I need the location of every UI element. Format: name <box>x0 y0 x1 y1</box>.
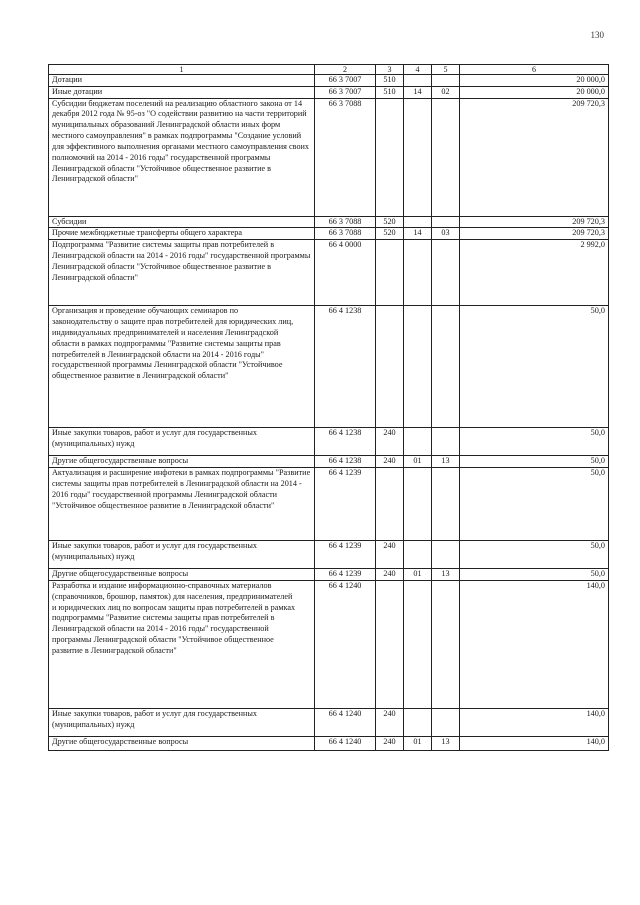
expense-type <box>376 98 404 216</box>
target-code: 66 4 1240 <box>315 580 376 708</box>
subsection-code <box>432 240 460 306</box>
table-row <box>49 468 609 541</box>
table-row <box>49 428 609 456</box>
section-code: 14 <box>404 228 432 240</box>
expense-type: 240 <box>376 569 404 581</box>
target-code: 66 4 1238 <box>315 456 376 468</box>
row-name: Организация и проведение обучающих семинаров по законодательству о защите прав потребителей для юридических лиц, индивидуальных предпринимателей и населения Ленинградской области в рамках подпрограммы "Развитие системы защиты прав потребителей в Ленинградской области на 2014 - 2016 годы" государственной программы Ленинградской области "Устойчивое общественное развитие в Ленинградской области" <box>49 306 315 428</box>
row-name: Субсидии бюджетам поселений на реализацию областного закона от 14 декабря 2012 года № 95-оз "О содействии развитию на части территорий муниципальных образований Ленинградской области иных форм местного самоуправления" в рамках подпрограммы "Создание условий для эффективного выполнения органами местного самоуправления своих полномочий на 2014 - 2016 годы" государственной программы Ленинградской области "Устойчивое общественное развитие в Ленинградской области" <box>49 98 315 216</box>
subsection-code: 03 <box>432 228 460 240</box>
row-name: Дотации <box>49 75 315 87</box>
expense-type: 510 <box>376 75 404 87</box>
target-code: 66 4 1240 <box>315 736 376 750</box>
row-name: Другие общегосударственные вопросы <box>49 569 315 581</box>
amount: 140,0 <box>460 580 609 708</box>
amount: 140,0 <box>460 736 609 750</box>
expense-type: 240 <box>376 456 404 468</box>
section-code <box>404 216 432 228</box>
section-code <box>404 708 432 736</box>
target-code: 66 4 1238 <box>315 306 376 428</box>
row-name: Иные закупки товаров, работ и услуг для государственных (муниципальных) нужд <box>49 708 315 736</box>
section-code: 14 <box>404 86 432 98</box>
expense-type: 240 <box>376 736 404 750</box>
expense-type: 240 <box>376 541 404 569</box>
section-code <box>404 98 432 216</box>
target-code: 66 4 1239 <box>315 541 376 569</box>
subsection-code: 02 <box>432 86 460 98</box>
target-code: 66 4 1238 <box>315 428 376 456</box>
amount: 209 720,3 <box>460 228 609 240</box>
amount: 209 720,3 <box>460 98 609 216</box>
row-name: Иные закупки товаров, работ и услуг для государственных (муниципальных) нужд <box>49 541 315 569</box>
column-header: 5 <box>432 65 460 75</box>
subsection-code <box>432 468 460 541</box>
table-row <box>49 216 609 228</box>
amount: 2 992,0 <box>460 240 609 306</box>
target-code: 66 4 1239 <box>315 569 376 581</box>
expense-type: 520 <box>376 228 404 240</box>
section-code <box>404 541 432 569</box>
subsection-code <box>432 306 460 428</box>
amount: 50,0 <box>460 468 609 541</box>
row-name: Субсидии <box>49 216 315 228</box>
table-row <box>49 541 609 569</box>
amount: 50,0 <box>460 306 609 428</box>
row-name: Иные дотации <box>49 86 315 98</box>
subsection-code <box>432 216 460 228</box>
table-row <box>49 98 609 216</box>
row-name: Другие общегосударственные вопросы <box>49 736 315 750</box>
section-code: 01 <box>404 736 432 750</box>
section-code: 01 <box>404 456 432 468</box>
section-code: 01 <box>404 569 432 581</box>
section-code <box>404 240 432 306</box>
subsection-code: 13 <box>432 736 460 750</box>
section-code <box>404 75 432 87</box>
row-name: Актуализация и расширение инфотеки в рамках подпрограммы "Развитие системы защиты прав потребителей в Ленинградской области на 2014 - 2016 годы" государственной программы Ленинградской области "Устойчивое общественное развитие в Ленинградской области" <box>49 468 315 541</box>
expense-type <box>376 306 404 428</box>
target-code: 66 4 0000 <box>315 240 376 306</box>
row-name: Иные закупки товаров, работ и услуг для государственных (муниципальных) нужд <box>49 428 315 456</box>
table-row <box>49 569 609 581</box>
section-code <box>404 428 432 456</box>
amount: 50,0 <box>460 541 609 569</box>
target-code: 66 4 1240 <box>315 708 376 736</box>
column-header: 1 <box>49 65 315 75</box>
table-row <box>49 240 609 306</box>
table-row <box>49 580 609 708</box>
amount: 50,0 <box>460 569 609 581</box>
subsection-code <box>432 428 460 456</box>
section-code <box>404 306 432 428</box>
subsection-code <box>432 75 460 87</box>
subsection-code <box>432 541 460 569</box>
column-header: 3 <box>376 65 404 75</box>
section-code <box>404 580 432 708</box>
column-header: 6 <box>460 65 609 75</box>
table-row <box>49 228 609 240</box>
subsection-code <box>432 580 460 708</box>
budget-table <box>48 64 609 751</box>
table-row <box>49 306 609 428</box>
target-code: 66 4 1239 <box>315 468 376 541</box>
amount: 50,0 <box>460 456 609 468</box>
section-code <box>404 468 432 541</box>
expense-type: 240 <box>376 428 404 456</box>
expense-type: 510 <box>376 86 404 98</box>
expense-type <box>376 580 404 708</box>
subsection-code: 13 <box>432 569 460 581</box>
table-row <box>49 75 609 87</box>
expense-type <box>376 468 404 541</box>
column-header: 2 <box>315 65 376 75</box>
target-code: 66 3 7007 <box>315 75 376 87</box>
amount: 209 720,3 <box>460 216 609 228</box>
expense-type: 520 <box>376 216 404 228</box>
target-code: 66 3 7088 <box>315 216 376 228</box>
amount: 50,0 <box>460 428 609 456</box>
table-row <box>49 736 609 750</box>
subsection-code: 13 <box>432 456 460 468</box>
table-row <box>49 708 609 736</box>
table-row <box>49 86 609 98</box>
table-row <box>49 456 609 468</box>
expense-type <box>376 240 404 306</box>
row-name: Другие общегосударственные вопросы <box>49 456 315 468</box>
subsection-code <box>432 708 460 736</box>
target-code: 66 3 7007 <box>315 86 376 98</box>
column-header: 4 <box>404 65 432 75</box>
column-number-row <box>49 65 609 75</box>
row-name: Подпрограмма "Развитие системы защиты прав потребителей в Ленинградской области на 2014 - 2016 годы" государственной программы Ленинградской области "Устойчивое общественное развитие в Ленинградской области" <box>49 240 315 306</box>
target-code: 66 3 7088 <box>315 98 376 216</box>
amount: 20 000,0 <box>460 75 609 87</box>
row-name: Разработка и издание информационно-справочных материалов (справочников, брошюр, памяток) для населения, предпринимателей и юридических лиц по вопросам защиты прав потребителей в рамках подпрограммы "Развитие системы защиты прав потребителей в Ленинградской области на 2014 - 2016 годы" государственной программы Ленинградской области "Устойчивое общественное развитие в Ленинградской области" <box>49 580 315 708</box>
subsection-code <box>432 98 460 216</box>
amount: 20 000,0 <box>460 86 609 98</box>
amount: 140,0 <box>460 708 609 736</box>
row-name: Прочие межбюджетные трансферты общего характера <box>49 228 315 240</box>
expense-type: 240 <box>376 708 404 736</box>
page-number: 130 <box>590 30 604 40</box>
target-code: 66 3 7088 <box>315 228 376 240</box>
